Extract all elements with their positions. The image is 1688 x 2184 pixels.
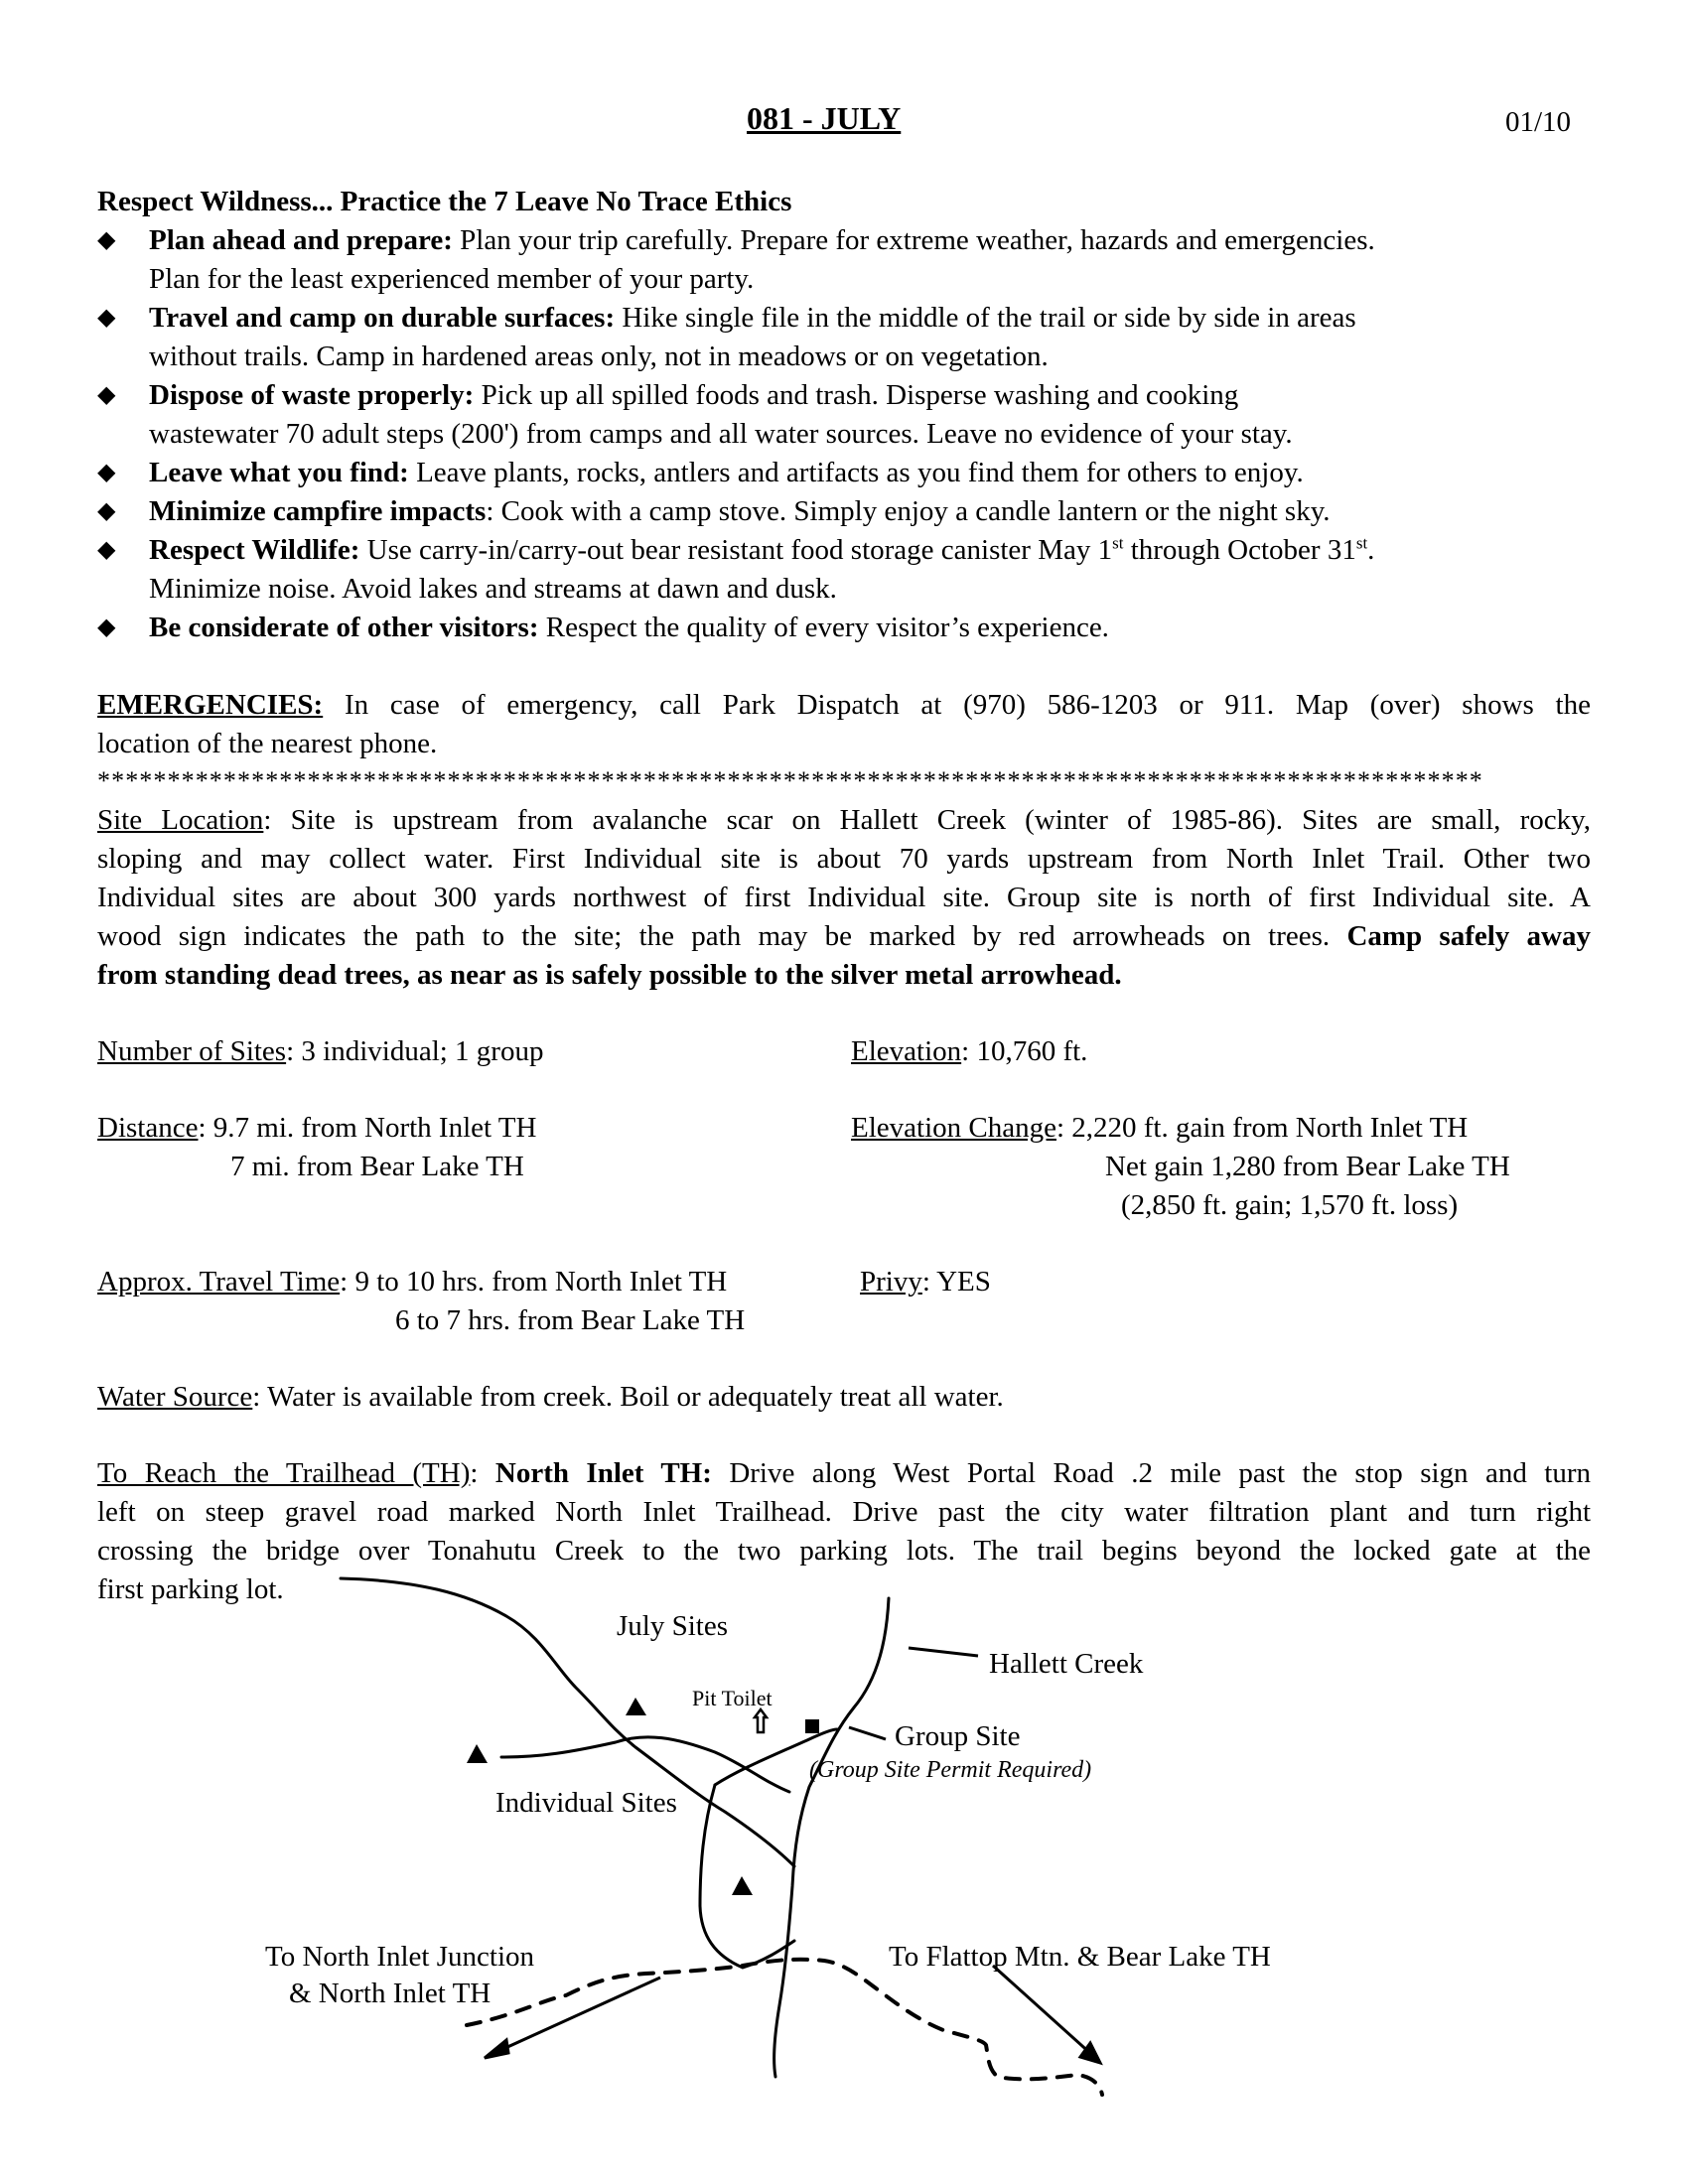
map-label-to-north-inlet: To North Inlet Junction bbox=[265, 1941, 535, 1973]
trailhead-text: first parking lot. bbox=[97, 1573, 284, 1605]
trailhead-name: North Inlet TH: bbox=[494, 1457, 712, 1489]
distance-value: : 9.7 mi. from North Inlet TH bbox=[198, 1112, 537, 1144]
elevation-label: Elevation bbox=[851, 1035, 962, 1067]
elevation-change-value-3: (2,850 ft. gain; 1,570 ft. loss) bbox=[1121, 1189, 1459, 1221]
map-label-july-sites: July Sites bbox=[617, 1610, 728, 1642]
sites-label: Number of Sites bbox=[97, 1035, 287, 1067]
elevation-change-value: : 2,220 ft. gain from North Inlet TH bbox=[1055, 1112, 1469, 1144]
ethic-text: through October 31 bbox=[1123, 534, 1356, 566]
trail-individual-loop bbox=[700, 1785, 794, 1968]
site-location-text: sloping and may collect water. First Individual site is about 70 yards upstream from North Inlet Trail. Other two bbox=[97, 843, 1591, 875]
travel-time-label: Approx. Travel Time bbox=[97, 1266, 341, 1297]
sites-value: : 3 individual; 1 group bbox=[286, 1035, 544, 1067]
privy-label: Privy bbox=[860, 1266, 922, 1297]
trailhead-label: To Reach the Trailhead (TH) bbox=[97, 1457, 471, 1489]
ordinal-suffix: st bbox=[1112, 533, 1124, 553]
travel-time-value: : 9 to 10 hrs. from North Inlet TH bbox=[340, 1266, 728, 1297]
page-title: 081 - JULY bbox=[747, 100, 902, 136]
ethic-name: Dispose of waste properly: bbox=[149, 379, 475, 411]
diamond-bullet-icon: ◆ bbox=[97, 537, 116, 563]
pit-toilet-icon bbox=[755, 1709, 767, 1732]
arrow-to-flattop-shaft bbox=[993, 1966, 1092, 2055]
distance-label: Distance bbox=[97, 1112, 199, 1144]
travel-time-value-2: 6 to 7 hrs. from Bear Lake TH bbox=[395, 1304, 746, 1336]
ethic-name: Leave what you find: bbox=[149, 457, 409, 488]
privy-value: : YES bbox=[921, 1266, 991, 1297]
ethic-name: Be considerate of other visitors: bbox=[149, 612, 539, 643]
campsite-triangle-icon bbox=[626, 1698, 646, 1715]
ethic-text: . bbox=[1367, 534, 1375, 566]
diamond-bullet-icon: ◆ bbox=[97, 305, 116, 331]
trailhead-text: crossing the bridge over Tonahutu Creek to the two parking lots. The trail begins beyond the locked gate at the bbox=[97, 1535, 1591, 1567]
ethic-name: Minimize campfire impacts bbox=[149, 495, 487, 527]
diamond-bullet-icon: ◆ bbox=[97, 460, 116, 485]
water-source-value: : Water is available from creek. Boil or adequately treat all water. bbox=[252, 1381, 1004, 1413]
ethic-text-cont: Plan for the least experienced member of your party. bbox=[149, 262, 755, 295]
page-code: 01/10 bbox=[1505, 106, 1572, 138]
diamond-bullet-icon: ◆ bbox=[97, 227, 116, 253]
diamond-bullet-icon: ◆ bbox=[97, 614, 116, 640]
campsite-triangle-icon bbox=[732, 1876, 753, 1895]
site-location-text: wood sign indicates the path to the site; the path may be marked by red arrowheads on trees. bbox=[97, 920, 1347, 952]
diamond-bullet-icon: ◆ bbox=[97, 498, 116, 524]
map-label-group-site: Group Site bbox=[895, 1720, 1021, 1752]
ethic-text: Use carry-in/carry-out bear resistant food storage canister May 1 bbox=[359, 534, 1113, 566]
map-label-individual-sites: Individual Sites bbox=[495, 1787, 677, 1819]
site-location-label: Site Location bbox=[97, 804, 264, 836]
group-site-leader bbox=[849, 1727, 886, 1739]
group-site-square-icon bbox=[805, 1719, 819, 1733]
site-location-text: Individual sites are about 300 yards northwest of first Individual site. Group site is north of first Individual site. A bbox=[97, 882, 1591, 913]
ethic-text: Leave plants, rocks, antlers and artifacts as you find them for others to enjoy. bbox=[408, 457, 1304, 488]
site-location-text: : Site is upstream from avalanche scar on Hallett Creek (winter of 1985-86). Sites are small, rocky, bbox=[263, 804, 1591, 836]
trailhead-text: Drive along West Portal Road .2 mile past the stop sign and turn bbox=[711, 1457, 1591, 1489]
trailhead-text: left on steep gravel road marked North Inlet Trailhead. Drive past the city water filtration plant and turn right bbox=[97, 1496, 1591, 1528]
ethic-text: Hike single file in the middle of the trail or side by side in areas bbox=[615, 302, 1356, 334]
diamond-bullet-icon: ◆ bbox=[97, 382, 116, 408]
map-label-group-permit: (Group Site Permit Required) bbox=[809, 1757, 1092, 1783]
ethic-name: Travel and camp on durable surfaces: bbox=[149, 302, 616, 334]
elevation-value: : 10,760 ft. bbox=[961, 1035, 1088, 1067]
map-label-to-north-inlet-cont: & North Inlet TH bbox=[289, 1978, 492, 2009]
ethic-name: Plan ahead and prepare: bbox=[149, 224, 453, 256]
campsite-triangle-icon bbox=[467, 1744, 488, 1763]
ethic-text: Plan your trip carefully. Prepare for extreme weather, hazards and emergencies. bbox=[452, 224, 1375, 256]
elevation-change-value-2: Net gain 1,280 from Bear Lake TH bbox=[1105, 1151, 1510, 1182]
trailhead-colon: : bbox=[470, 1457, 495, 1489]
site-location-warning: from standing dead trees, as near as is safely possible to the silver metal arrowhead. bbox=[97, 959, 1122, 991]
map-label-hallett-creek: Hallett Creek bbox=[989, 1648, 1144, 1680]
ethic-text: Pick up all spilled foods and trash. Disperse washing and cooking bbox=[474, 379, 1239, 411]
ethic-text-cont: Minimize noise. Avoid lakes and streams at dawn and dusk. bbox=[149, 572, 837, 605]
ethic-name: Respect Wildlife: bbox=[149, 534, 360, 566]
hallett-creek-line bbox=[774, 1598, 889, 2077]
ethic-text-cont: wastewater 70 adult steps (200') from camps and all water sources. Leave no evidence of your stay. bbox=[149, 417, 1293, 450]
lnt-heading: Respect Wildness... Practice the 7 Leave No Trace Ethics bbox=[97, 186, 792, 217]
emergencies-label: EMERGENCIES: bbox=[97, 689, 324, 721]
water-source-label: Water Source bbox=[97, 1381, 253, 1413]
trail-to-west-site bbox=[501, 1737, 789, 1792]
map-label-pit-toilet: Pit Toilet bbox=[692, 1686, 773, 1710]
emergencies-text: In case of emergency, call Park Dispatch at (970) 586-1203 or 911. Map (over) shows the bbox=[323, 689, 1591, 721]
ethic-text: : Cook with a camp stove. Simply enjoy a candle lantern or the night sky. bbox=[486, 495, 1331, 527]
distance-value-2: 7 mi. from Bear Lake TH bbox=[230, 1151, 524, 1182]
ethic-text: Respect the quality of every visitor’s experience. bbox=[538, 612, 1109, 643]
separator: *************************************************************************************************** bbox=[97, 766, 1483, 795]
elevation-change-label: Elevation Change bbox=[851, 1112, 1056, 1144]
arrow-to-north-inlet-head bbox=[485, 2040, 508, 2058]
hallett-creek-leader bbox=[909, 1648, 978, 1656]
emergencies-text-cont: location of the nearest phone. bbox=[97, 728, 438, 759]
map-label-to-flattop: To Flattop Mtn. & Bear Lake TH bbox=[889, 1941, 1271, 1973]
site-location-warning: Camp safely away bbox=[1346, 920, 1591, 952]
ordinal-suffix: st bbox=[1355, 533, 1368, 553]
ethic-text-cont: without trails. Camp in hardened areas only, not in meadows or on vegetation. bbox=[149, 340, 1049, 372]
